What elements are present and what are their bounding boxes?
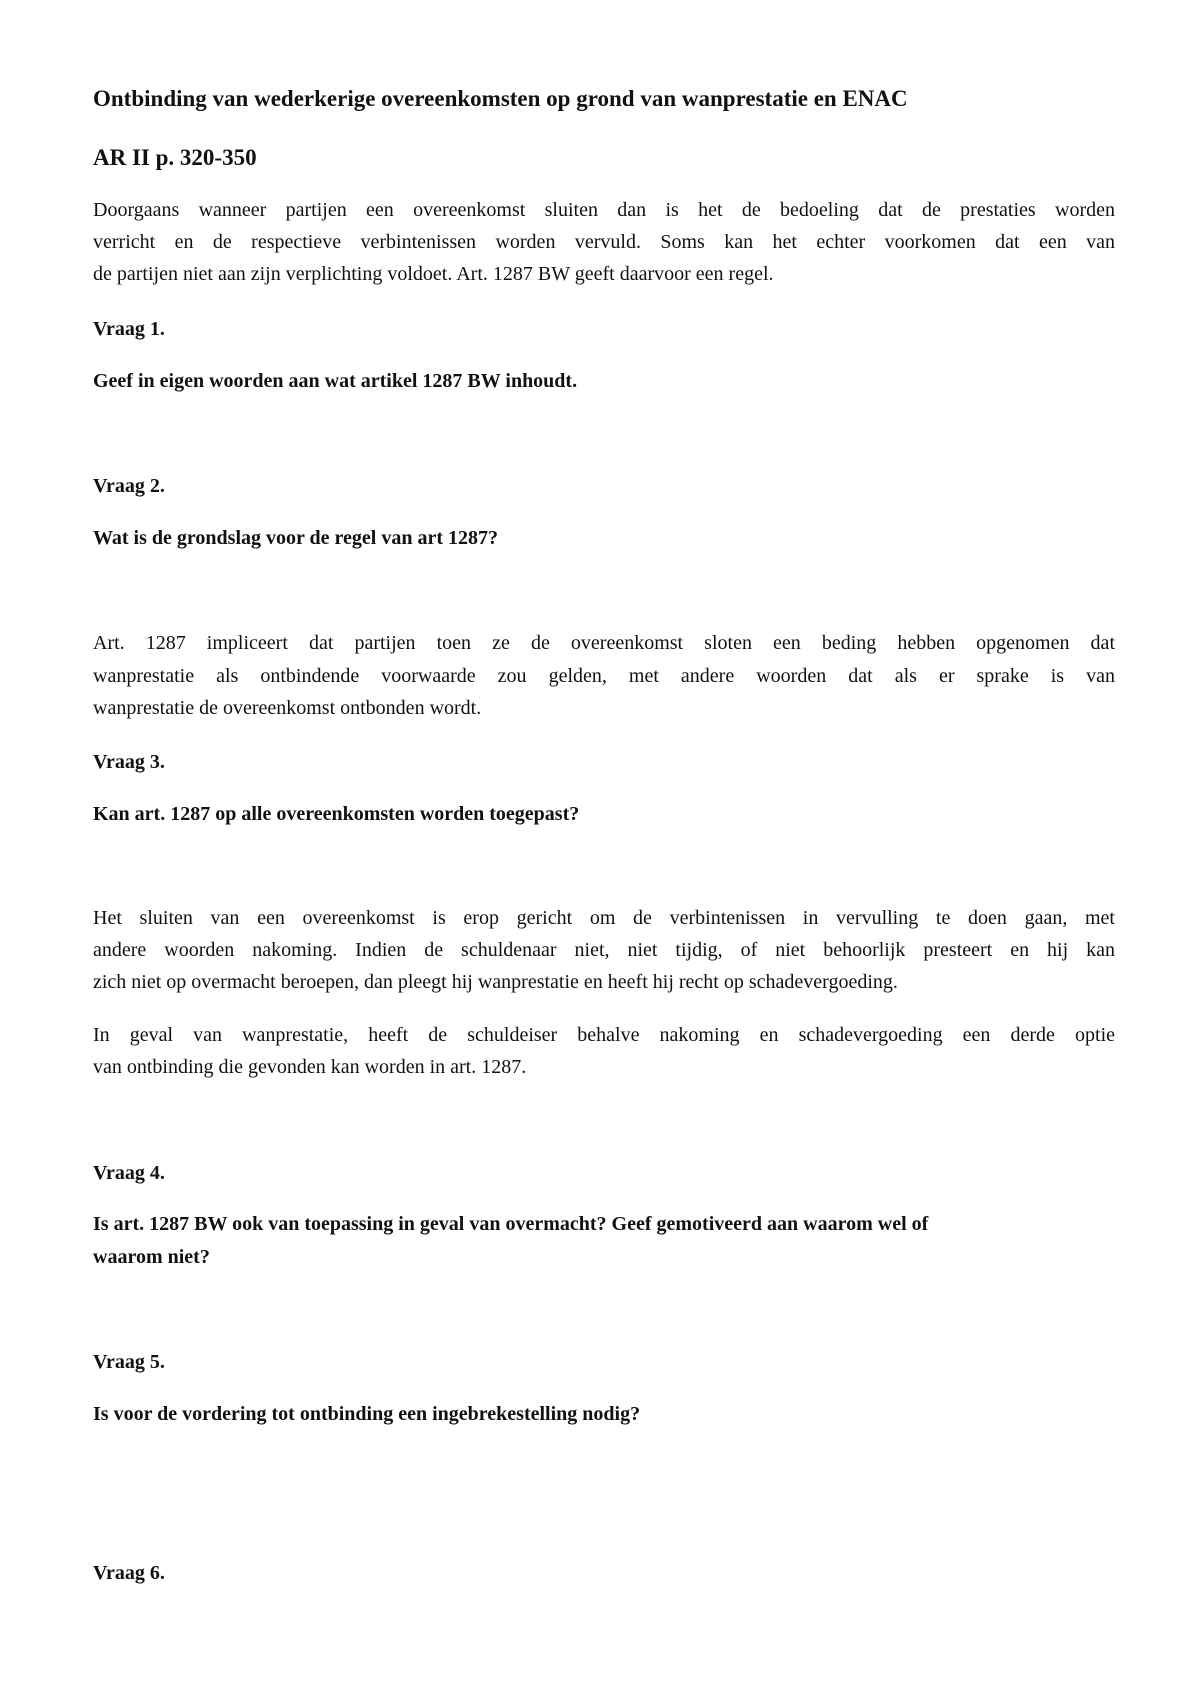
answer-2-line-3: wanprestatie de overeenkomst ontbonden wordt. bbox=[93, 697, 482, 719]
answer-3-line-3: zich niet op overmacht beroepen, dan pleegt hij wanprestatie en heeft hij recht op schadevergoeding. bbox=[93, 971, 898, 993]
question-5-label: Vraag 5. bbox=[93, 1351, 165, 1373]
question-4-text-line-1: Is art. 1287 BW ook van toepassing in geval van overmacht? Geef gemotiveerd aan waarom wel of bbox=[93, 1213, 929, 1235]
document-title: Ontbinding van wederkerige overeenkomsten op grond van wanprestatie en ENAC bbox=[93, 86, 908, 111]
document-subtitle: AR II p. 320-350 bbox=[93, 145, 257, 170]
question-5-text: Is voor de vordering tot ontbinding een ingebrekestelling nodig? bbox=[93, 1403, 641, 1425]
answer-3-line-5: van ontbinding die gevonden kan worden in art. 1287. bbox=[93, 1056, 527, 1078]
question-1-text: Geef in eigen woorden aan wat artikel 1287 BW inhoudt. bbox=[93, 370, 578, 392]
answer-3-line-2: andere woorden nakoming. Indien de schuldenaar niet, niet tijdig, of niet behoorlijk presteert en hij kan bbox=[93, 939, 1115, 961]
intro-line-2: verricht en de respectieve verbintenissen worden vervuld. Soms kan het echter voorkomen dat een van bbox=[93, 231, 1115, 253]
question-2-label: Vraag 2. bbox=[93, 475, 165, 497]
answer-2-line-2: wanprestatie als ontbindende voorwaarde zou gelden, met andere woorden dat als er sprake is van bbox=[93, 665, 1115, 687]
question-6-label: Vraag 6. bbox=[93, 1562, 165, 1584]
question-3-label: Vraag 3. bbox=[93, 751, 165, 773]
question-4-text-line-2: waarom niet? bbox=[93, 1246, 210, 1268]
question-2-text: Wat is de grondslag voor de regel van art 1287? bbox=[93, 527, 498, 549]
question-4-label: Vraag 4. bbox=[93, 1162, 165, 1184]
intro-line-1: Doorgaans wanneer partijen een overeenkomst sluiten dan is het de bedoeling dat de prestaties worden bbox=[93, 199, 1115, 221]
question-3-text: Kan art. 1287 op alle overeenkomsten worden toegepast? bbox=[93, 803, 580, 825]
answer-3-line-1: Het sluiten van een overeenkomst is erop gericht om de verbintenissen in vervulling te doen gaan, met bbox=[93, 907, 1115, 929]
answer-2-line-1: Art. 1287 impliceert dat partijen toen ze de overeenkomst sloten een beding hebben opgenomen dat bbox=[93, 632, 1115, 654]
question-1-label: Vraag 1. bbox=[93, 318, 165, 340]
answer-3-line-4: In geval van wanprestatie, heeft de schuldeiser behalve nakoming en schadevergoeding een derde optie bbox=[93, 1024, 1115, 1046]
intro-line-3: de partijen niet aan zijn verplichting voldoet. Art. 1287 BW geeft daarvoor een regel. bbox=[93, 263, 774, 285]
